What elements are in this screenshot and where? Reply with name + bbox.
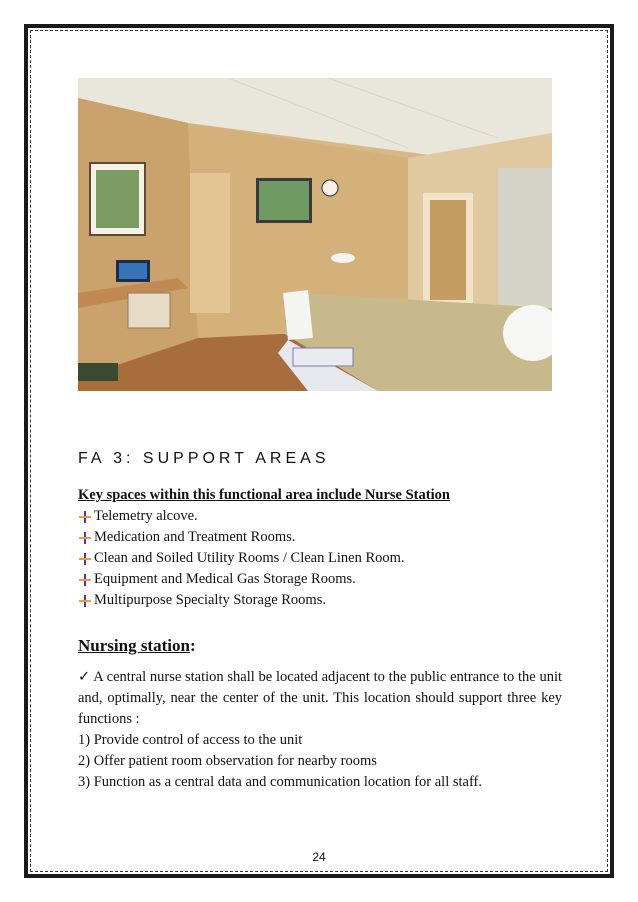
list-item xyxy=(78,569,405,590)
checkmark-icon: ✓ xyxy=(78,669,91,685)
paragraph-text: A central nurse station shall be located adjacent to the public entrance to the unit and, optimally, near the center of the unit. This location should support three key functions : xyxy=(78,669,563,727)
nursing-station-title: Nursing station xyxy=(78,636,190,655)
list-item xyxy=(78,548,405,569)
list-item: 1) Provide control of access to the unit xyxy=(78,732,303,748)
list-item-text: Medication and Treatment Rooms. xyxy=(94,529,296,545)
pushpin-icon xyxy=(78,573,92,587)
section-heading: FA 3: SUPPORT AREAS xyxy=(78,450,330,467)
key-spaces-title: Key spaces within this functional area include Nurse Station xyxy=(78,487,450,503)
functions-list xyxy=(78,730,482,793)
pushpin-icon xyxy=(78,594,92,608)
list-item-text: Clean and Soiled Utility Rooms / Clean Linen Room. xyxy=(94,550,405,566)
pushpin-icon xyxy=(78,552,92,566)
nursing-station-paragraph xyxy=(78,667,562,730)
list-item xyxy=(78,527,405,548)
list-item xyxy=(78,506,405,527)
pushpin-icon xyxy=(78,531,92,545)
hospital-room-photo xyxy=(78,78,552,391)
key-spaces-list xyxy=(78,506,405,611)
list-item-text: Telemetry alcove. xyxy=(94,508,198,524)
pushpin-icon xyxy=(78,510,92,524)
list-item: 3) Function as a central data and communication location for all staff. xyxy=(78,774,482,790)
page-number: 24 xyxy=(312,850,326,864)
list-item: 2) Offer patient room observation for nearby rooms xyxy=(78,753,377,769)
list-item-text: Equipment and Medical Gas Storage Rooms. xyxy=(94,571,356,587)
nursing-station-colon: : xyxy=(189,636,196,655)
nursing-station-heading xyxy=(78,636,196,656)
list-item-text: Multipurpose Specialty Storage Rooms. xyxy=(94,592,326,608)
list-item xyxy=(78,590,405,611)
